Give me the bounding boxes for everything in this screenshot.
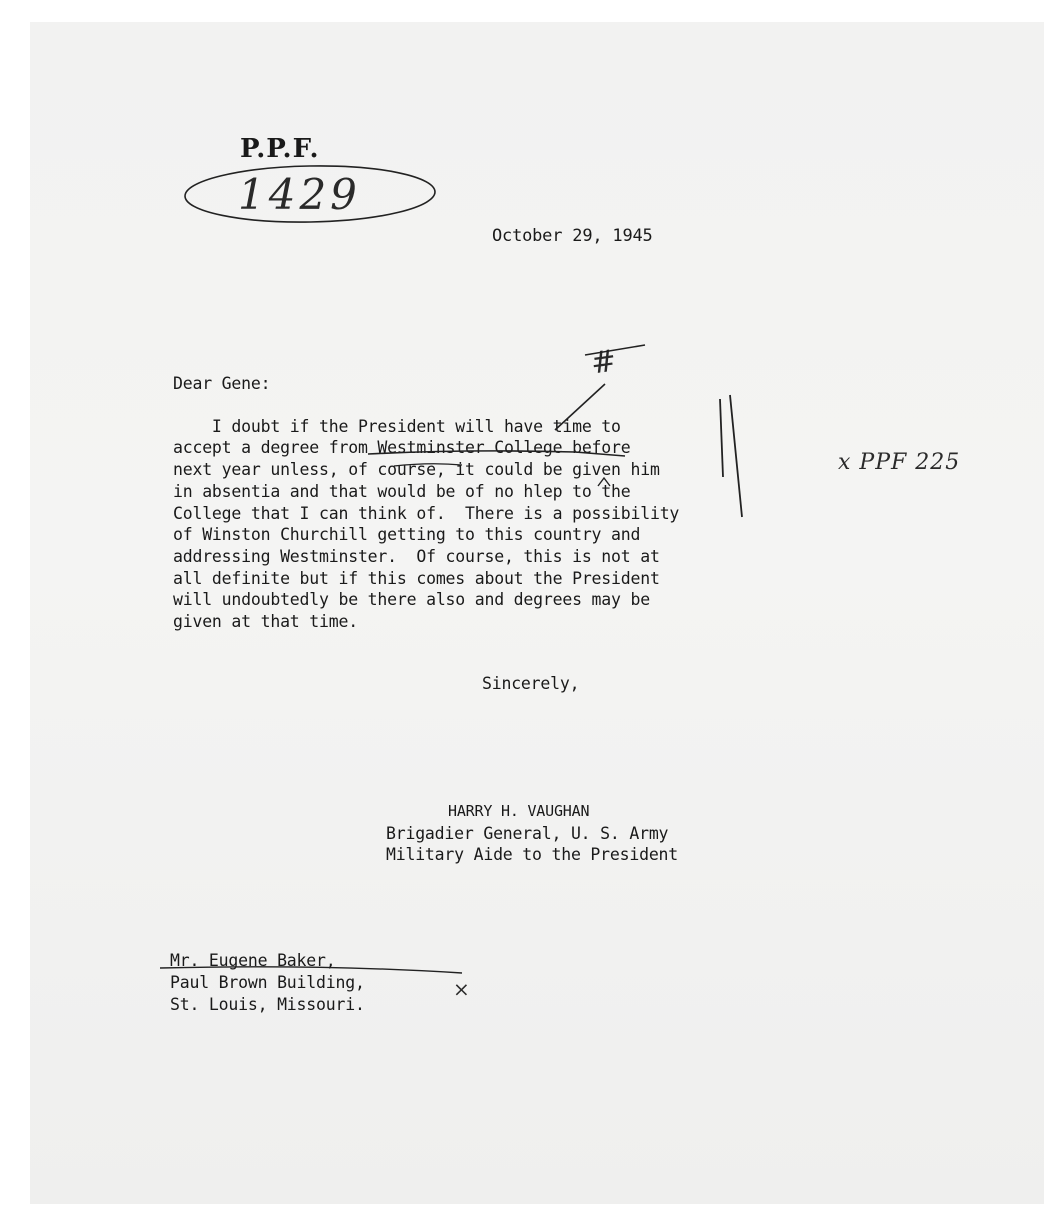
body-line: in absentia and that would be of no hlep to the xyxy=(173,482,631,501)
body-line: I doubt if the President will have time to xyxy=(173,417,621,436)
closing: Sincerely, xyxy=(482,674,580,693)
underline-mark xyxy=(160,967,462,973)
body-line: all definite but if this comes about the President xyxy=(173,569,660,588)
body-line: accept a degree from Westminster College before xyxy=(173,438,631,457)
margin-note: x PPF 225 xyxy=(838,450,961,475)
signer-title: Brigadier General, U. S. Army xyxy=(386,824,669,843)
circle-mark xyxy=(185,164,436,224)
pen-annotations xyxy=(30,22,1044,1204)
margin-bar xyxy=(730,395,742,517)
salutation: Dear Gene: xyxy=(173,374,271,393)
check-mark xyxy=(585,345,645,355)
recipient-name: Mr. Eugene Baker, xyxy=(170,951,336,970)
body-line: addressing Westminster. Of course, this is not at xyxy=(173,547,660,566)
ppf-stamp-label: P.P.F. xyxy=(240,134,320,164)
letter-date: October 29, 1945 xyxy=(492,226,653,246)
body-line: will undoubtedly be there also and degrees may be xyxy=(173,590,650,609)
letter-page xyxy=(30,22,1044,1204)
body-line: College that I can think of. There is a possibility xyxy=(173,504,680,523)
x-mark: × xyxy=(453,977,470,1001)
margin-bar xyxy=(720,399,723,477)
ppf-file-number: 1429 xyxy=(238,170,361,219)
body-line: given at that time. xyxy=(173,612,358,631)
pointer-mark xyxy=(555,384,605,430)
signer-name: HARRY H. VAUGHAN xyxy=(448,802,590,820)
underline-mark xyxy=(394,464,462,466)
body-line: next year unless, of course, it could be given him xyxy=(173,460,660,479)
body-line: of Winston Churchill getting to this country and xyxy=(173,525,641,544)
caret-mark xyxy=(598,478,610,486)
recipient-address-line: Paul Brown Building, xyxy=(170,973,365,992)
hash-mark: # xyxy=(588,343,619,382)
recipient-address-line: St. Louis, Missouri. xyxy=(170,995,365,1014)
underline-mark xyxy=(368,451,625,456)
signer-role: Military Aide to the President xyxy=(386,845,679,864)
